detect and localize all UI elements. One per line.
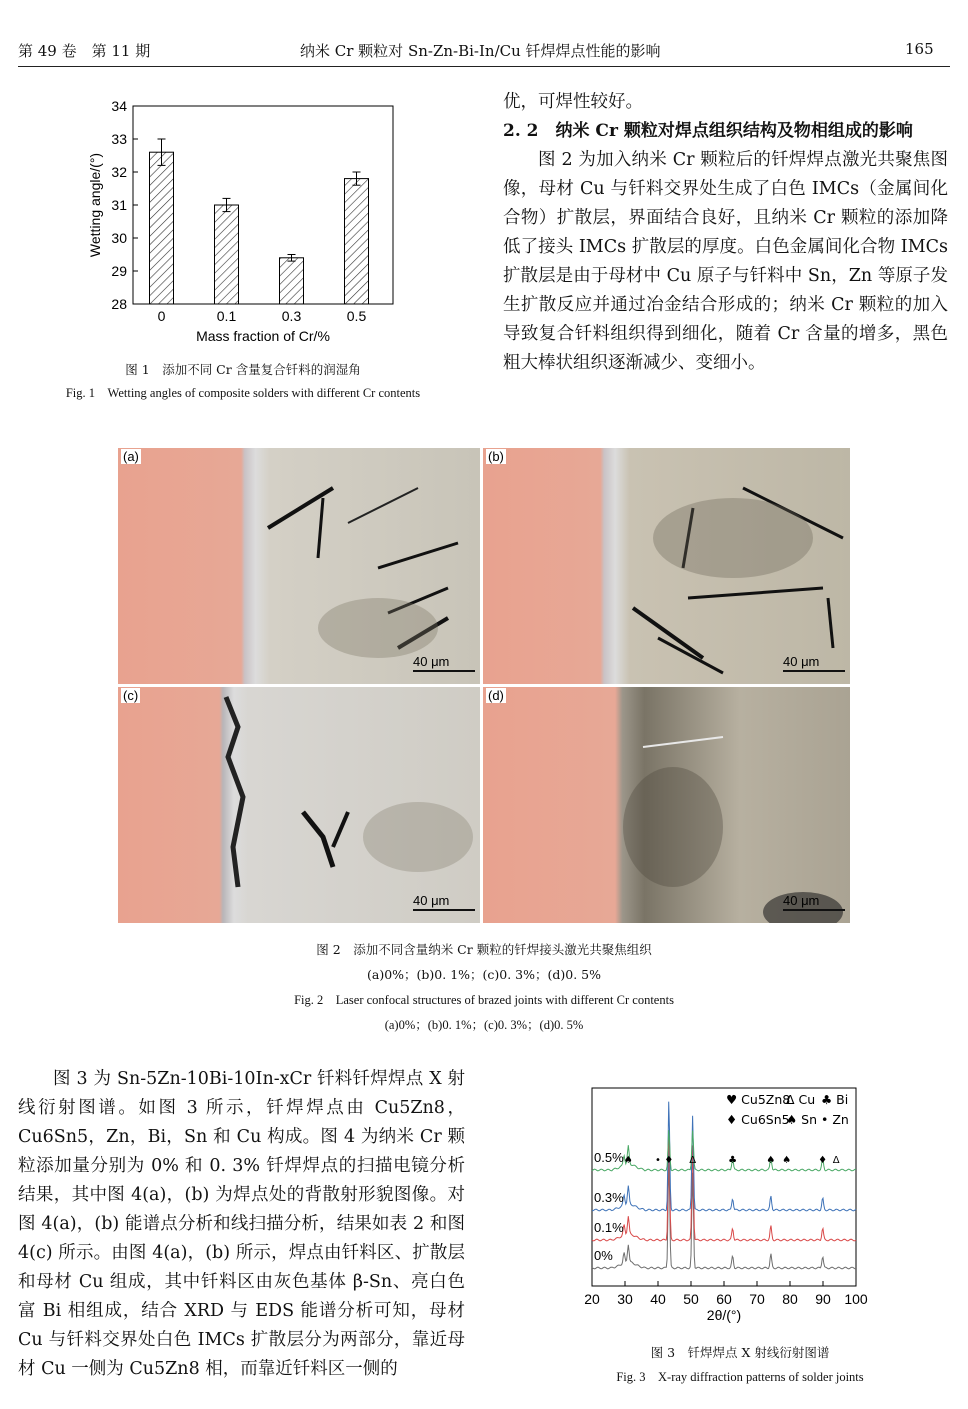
x-tick-label: 0.3 [281, 308, 302, 324]
y-tick-label: 34 [111, 98, 127, 114]
section-title: 2. 2 纳米 Cr 颗粒对焊点组织结构及物相组成的影响 [503, 121, 913, 141]
fig3-caption-cn: 图 3 钎焊焊点 X 射线衍射图谱 [650, 1345, 830, 1360]
right-column-text [503, 88, 948, 378]
x-tick-label: 20 [584, 1291, 600, 1307]
legend-item: ♥ Cu5Zn8 [726, 1092, 791, 1107]
x-tick-label: 30 [617, 1291, 633, 1307]
y-tick-label: 29 [111, 263, 127, 279]
x-tick-label: 0.1 [216, 308, 237, 324]
y-tick-label: 32 [111, 164, 127, 180]
micrograph-panel-a [118, 448, 480, 684]
x-axis-label: Mass fraction of Cr/% [196, 328, 330, 344]
scale-bar [413, 670, 475, 672]
xrd-series-line [592, 1161, 856, 1269]
micrograph-panel-c [118, 687, 480, 923]
peak-marker: Δ [832, 1155, 840, 1166]
text-line: 优，可焊性较好。 [503, 92, 643, 112]
header-title: 纳米 Cr 颗粒对 Sn-Zn-Bi-In/Cu 钎焊焊点性能的影响 [300, 42, 661, 60]
legend-item: ♣ Bi [821, 1092, 849, 1107]
y-axis-label: Wetting angle/(°) [87, 152, 103, 258]
y-tick-label: 31 [111, 197, 127, 213]
panel-label: (a) [123, 449, 139, 464]
y-tick-label: 28 [111, 296, 127, 312]
peak-marker: • [655, 1155, 661, 1166]
figure-1-wetting-chart [70, 95, 410, 350]
panel-label: (d) [488, 688, 504, 703]
x-tick-label: 80 [782, 1291, 798, 1307]
scale-bar [783, 670, 845, 672]
fig1-caption-cn: 图 1 添加不同 Cr 含量复合钎料的润湿角 [125, 362, 361, 377]
header-rule [18, 66, 950, 67]
micrograph-panel-d [483, 687, 850, 923]
y-tick-label: 33 [111, 131, 127, 147]
x-tick-label: 0 [157, 308, 166, 324]
bar [280, 258, 304, 304]
bar [150, 152, 174, 304]
peak-marker: ♠ [766, 1155, 776, 1166]
scale-bar [783, 909, 845, 911]
scale-bar [413, 909, 475, 911]
peak-marker: ♠ [623, 1155, 633, 1166]
fig2-caption-cn: 图 2 添加不同含量纳米 Cr 颗粒的钎焊接头激光共聚焦组织 [316, 942, 652, 957]
left-column-text [18, 1065, 465, 1384]
figure-3-xrd-chart [578, 1080, 878, 1330]
x-tick-label: 60 [716, 1291, 732, 1307]
legend-item: ♦ Cu6Sn5 [726, 1112, 790, 1127]
header-page-number: 165 [905, 40, 934, 58]
bar [345, 179, 369, 304]
legend-item: • Zn [821, 1112, 849, 1127]
x-tick-label: 50 [683, 1291, 699, 1307]
x-tick-label: 70 [749, 1291, 765, 1307]
y-tick-label: 30 [111, 230, 127, 246]
paragraph: 图 3 为 Sn-5Zn-10Bi-10In-xCr 钎料钎焊焊点 X 射线衍射图谱。如图 3 所示，钎焊焊点由 Cu5Zn8，Cu6Sn5，Zn，Bi，Sn 和 Cu 构成。图 4 为纳米 Cr 颗粒添加量分别为 0% 和 0. 3% 钎焊焊点的扫描电镜分析结果，其中图 4(a)，(b) 为焊点处的背散射形貌图像。对图 4(a)，(b) 能谱点分析和线扫描分析，结果如表 2 和图 4(c) 所示。由图 4(a)，(b) 所示，焊点由钎料区、扩散层和母材 Cu 组成，其中钎料区由灰色基体 β-Sn、亮白色富 Bi 相组成，结合 XRD 与 EDS 能谱分析可知，母材 Cu 与钎料交界处白色 IMCs 扩散层分为两部分，靠近母材 Cu 一侧为 Cu5Zn8 相，而靠近钎料区一侧的 [18, 1069, 465, 1379]
peak-marker: ♠ [782, 1155, 792, 1166]
x-tick-label: 40 [650, 1291, 666, 1307]
panel-label: (c) [123, 688, 139, 703]
scale-label: 40 μm [783, 654, 820, 669]
fig1-caption-en: Fig. 1 Wetting angles of composite solders with different Cr contents [65, 386, 421, 400]
peak-marker: ♦ [664, 1155, 674, 1166]
fig2-caption-en: Fig. 2 Laser confocal structures of brazed joints with different Cr contents [294, 993, 674, 1007]
x-tick-label: 90 [815, 1291, 831, 1307]
scale-label: 40 μm [783, 893, 820, 908]
x-tick-label: 100 [844, 1291, 868, 1307]
peak-marker: ♣ [728, 1155, 738, 1166]
series-label: 0.3% [594, 1190, 624, 1205]
micrograph-panel-b [483, 448, 850, 684]
panel-label: (b) [488, 449, 504, 464]
scale-label: 40 μm [413, 893, 450, 908]
series-label: 0% [594, 1248, 613, 1263]
x-axis-label: 2θ/(°) [706, 1307, 742, 1323]
fig3-caption-en: Fig. 3 X-ray diffraction patterns of solder joints [616, 1370, 864, 1384]
series-label: 0.5% [594, 1150, 624, 1165]
fig2-caption-cn-sub: (a)0%；(b)0. 1%；(c)0. 3%；(d)0. 5% [367, 967, 601, 982]
xrd-series-line [592, 1132, 856, 1241]
peak-marker: ♦ [818, 1155, 828, 1166]
bar [215, 205, 239, 304]
header-volume: 第 49 卷 第 11 期 [18, 42, 151, 60]
peak-marker: Δ [689, 1155, 697, 1166]
x-tick-label: 0.5 [346, 308, 367, 324]
legend-item: Δ Cu [786, 1092, 816, 1107]
fig2-caption-en-sub: (a)0%；(b)0. 1%；(c)0. 3%；(d)0. 5% [384, 1018, 584, 1032]
paragraph: 图 2 为加入纳米 Cr 颗粒后的钎焊焊点激光共聚焦图像，母材 Cu 与钎料交界处生成了白色 IMCs（金属间化合物）扩散层，界面结合良好，且纳米 Cr 颗粒的添加降低了接头 IMCs 扩散层的厚度。白色金属间化合物 IMCs 扩散层是由于母材中 Cu 原子与钎料中 Sn，Zn 等原子发生扩散反应并通过冶金结合形成的；纳米 Cr 颗粒的加入导致复合钎料组织得到细化，随着 Cr 含量的增多，黑色粗大棒状组织逐渐减少、变细小。 [503, 150, 948, 373]
scale-label: 40 μm [413, 654, 450, 669]
series-label: 0.1% [594, 1220, 624, 1235]
legend-item: ♠ Sn [786, 1112, 818, 1127]
